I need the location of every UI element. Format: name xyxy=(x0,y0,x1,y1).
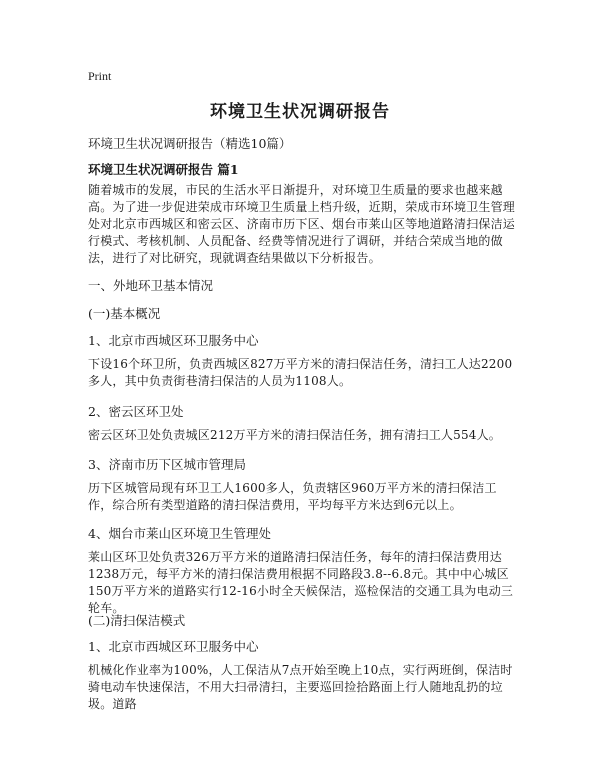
page-title: 环境卫生状况调研报告 xyxy=(210,102,390,122)
intro-paragraph: 随着城市的发展，市民的生活水平日渐提升，对环境卫生质量的要求也越来越高。为了进一步促进荣成市环境卫生质量上档升级，近期，荣成市环境卫生管理处对北京市西城区和密云区、济南市历下区、烟台市莱山区等地道路清扫保洁运行模式、考核机制、人员配备、经费等情况进行了调研，并结合荣成当地的做法，进行了对比研究，现就调查结果做以下分析报告。 xyxy=(88,183,516,265)
print-label[interactable]: Print xyxy=(88,69,112,83)
subheading-overview: (一)基本概况 xyxy=(88,306,161,321)
item-heading: 3、济南市历下区城市管理局 xyxy=(88,457,246,472)
item-paragraph: 历下区城管局现有环卫工人1600多人，负责辖区960万平方米的清扫保洁工作，综合所有类型道路的清扫保洁费用，平均每平方米达到6元以上。 xyxy=(88,481,497,512)
item-heading: 4、烟台市莱山区环境卫生管理处 xyxy=(88,526,271,541)
item-paragraph: 机械化作业率为100%，人工保洁从7点开始至晚上10点，实行两班倒，保洁时骑电动车快速保洁，不用大扫帚清扫，主要巡回捡拾路面上行人随地乱扔的垃圾。道路 xyxy=(88,663,513,711)
subheading-mode: (二)清扫保洁模式 xyxy=(88,613,186,628)
document-subtitle: 环境卫生状况调研报告（精选10篇） xyxy=(88,136,292,151)
item-heading: 1、北京市西城区环卫服务中心 xyxy=(88,639,259,654)
item-paragraph: 密云区环卫处负责城区212万平方米的清扫保洁任务，拥有清扫工人554人。 xyxy=(88,428,502,442)
item-heading: 1、北京市西城区环卫服务中心 xyxy=(88,333,259,348)
section-heading: 环境卫生状况调研报告 篇1 xyxy=(88,162,239,177)
part-heading: 一、外地环卫基本情况 xyxy=(88,278,214,293)
item-heading: 2、密云区环卫处 xyxy=(88,404,184,419)
item-paragraph: 莱山区环卫处负责326万平方米的道路清扫保洁任务，每年的清扫保洁费用达1238万元，每平方米的清扫保洁费用根据不同路段3.8--6.8元。其中中心城区150万平方米的道路实行12-16小时全天候保洁，巡检保洁的交通工具为电动三轮车。 xyxy=(88,550,514,615)
item-paragraph: 下设16个环卫所，负责西城区827万平方米的清扫保洁任务，清扫工人达2200多人，其中负责街巷清扫保洁的人员为1108人。 xyxy=(88,357,513,388)
